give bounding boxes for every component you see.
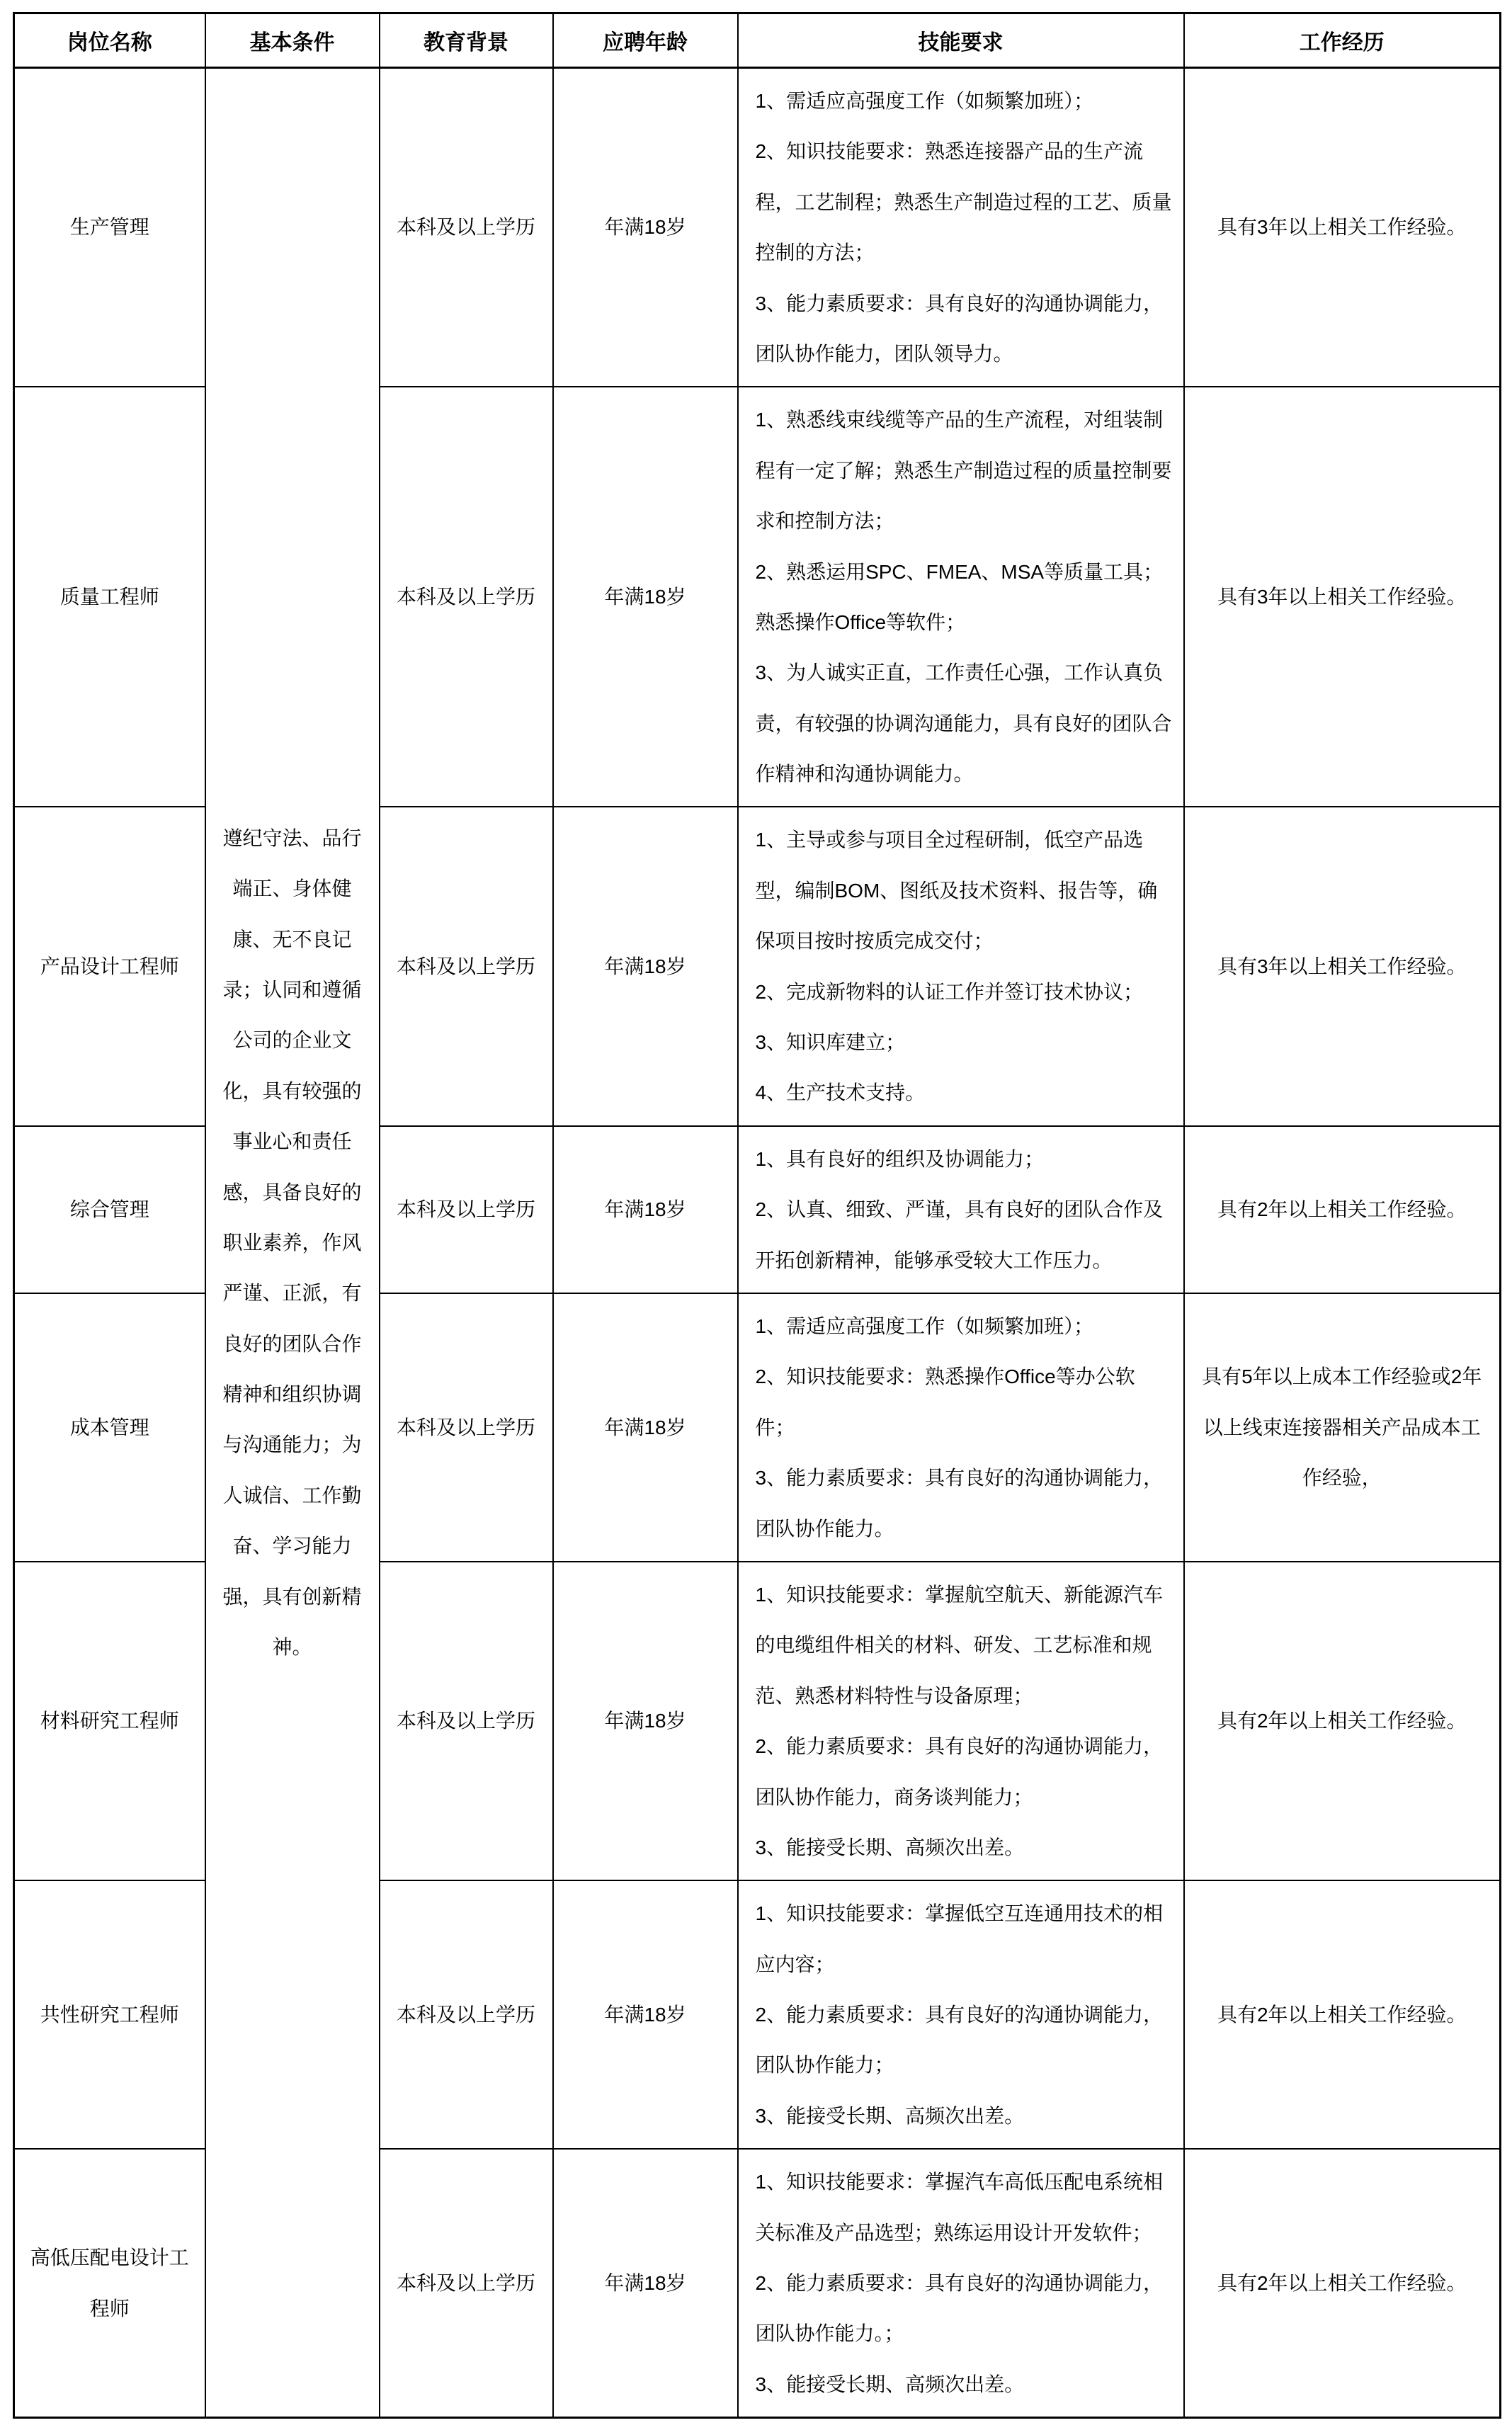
age-cell: 年满18岁 bbox=[553, 1562, 738, 1880]
job-title-cell: 综合管理 bbox=[14, 1126, 205, 1293]
header-cell-skills: 技能要求 bbox=[738, 13, 1184, 68]
skill-requirement-line: 1、具有良好的组织及协调能力； bbox=[755, 1147, 1045, 1170]
table-row bbox=[14, 68, 1501, 387]
header-cell-position: 岗位名称 bbox=[14, 13, 205, 68]
skill-requirement-line: 1、知识技能要求：掌握航空航天、新能源汽车的电缆组件相关的材料、研发、工艺标准和规范、熟悉材料特性与设备原理； bbox=[755, 1583, 1164, 1707]
skills-cell bbox=[738, 1880, 1184, 2149]
job-title-cell: 产品设计工程师 bbox=[14, 807, 205, 1125]
header-cell-age: 应聘年龄 bbox=[553, 13, 738, 68]
education-cell: 本科及以上学历 bbox=[380, 1880, 553, 2149]
experience-cell: 具有2年以上相关工作经验。 bbox=[1184, 1880, 1501, 2149]
skill-requirement-line: 3、能接受长期、高频次出差。 bbox=[755, 2104, 1025, 2127]
skills-cell bbox=[738, 68, 1184, 387]
skill-requirement-line: 3、能力素质要求：具有良好的沟通协调能力，团队协作能力，团队领导力。 bbox=[755, 292, 1164, 365]
skills-cell bbox=[738, 1126, 1184, 1293]
skills-cell bbox=[738, 1562, 1184, 1880]
experience-cell: 具有3年以上相关工作经验。 bbox=[1184, 387, 1501, 807]
skill-requirement-line: 3、知识库建立； bbox=[755, 1031, 906, 1054]
skill-requirement-line: 3、能接受长期、高频次出差。 bbox=[755, 1836, 1025, 1858]
skills-cell bbox=[738, 387, 1184, 807]
skill-requirement-line: 4、生产技术支持。 bbox=[755, 1081, 926, 1104]
job-title-cell: 高低压配电设计工程师 bbox=[14, 2149, 205, 2417]
age-cell: 年满18岁 bbox=[553, 68, 738, 387]
skills-cell bbox=[738, 807, 1184, 1125]
table-header-row bbox=[14, 13, 1501, 68]
age-cell: 年满18岁 bbox=[553, 387, 738, 807]
skill-requirement-line: 2、知识技能要求：熟悉连接器产品的生产流程，工艺制程；熟悉生产制造过程的工艺、质量控制的方法； bbox=[755, 140, 1172, 264]
experience-cell: 具有5年以上成本工作经验或2年以上线束连接器相关产品成本工作经验， bbox=[1184, 1293, 1501, 1562]
skills-cell bbox=[738, 2149, 1184, 2417]
education-cell: 本科及以上学历 bbox=[380, 1562, 553, 1880]
skill-requirement-line: 3、为人诚实正直，工作责任心强，工作认真负责，有较强的协调沟通能力，具有良好的团队合作精神和沟通协调能力。 bbox=[755, 662, 1172, 785]
job-title-cell: 生产管理 bbox=[14, 68, 205, 387]
recruitment-table bbox=[13, 12, 1501, 2419]
skill-requirement-line: 1、主导或参与项目全过程研制，低空产品选型，编制BOM、图纸及技术资料、报告等，确保项目按时按质完成交付； bbox=[755, 829, 1158, 953]
age-cell: 年满18岁 bbox=[553, 1293, 738, 1562]
age-cell: 年满18岁 bbox=[553, 2149, 738, 2417]
skill-requirement-line: 3、能力素质要求：具有良好的沟通协调能力，团队协作能力。 bbox=[755, 1467, 1164, 1540]
skills-cell bbox=[738, 1293, 1184, 1562]
education-cell: 本科及以上学历 bbox=[380, 68, 553, 387]
age-cell: 年满18岁 bbox=[553, 1126, 738, 1293]
job-title-cell: 共性研究工程师 bbox=[14, 1880, 205, 2149]
header-cell-basic-conditions: 基本条件 bbox=[205, 13, 380, 68]
education-cell: 本科及以上学历 bbox=[380, 1293, 553, 1562]
education-cell: 本科及以上学历 bbox=[380, 807, 553, 1125]
experience-cell: 具有2年以上相关工作经验。 bbox=[1184, 1562, 1501, 1880]
skill-requirement-line: 2、能力素质要求：具有良好的沟通协调能力，团队协作能力。； bbox=[755, 2272, 1164, 2345]
education-cell: 本科及以上学历 bbox=[380, 2149, 553, 2417]
skill-requirement-line: 2、能力素质要求：具有良好的沟通协调能力，团队协作能力，商务谈判能力； bbox=[755, 1735, 1164, 1808]
skill-requirement-line: 2、知识技能要求：熟悉操作Office等办公软件； bbox=[755, 1366, 1135, 1438]
education-cell: 本科及以上学历 bbox=[380, 387, 553, 807]
job-title-cell: 成本管理 bbox=[14, 1293, 205, 1562]
skill-requirement-line: 2、熟悉运用SPC、FMEA、MSA等质量工具；熟悉操作Office等软件； bbox=[755, 560, 1164, 633]
basic-conditions-cell: 遵纪守法、品行端正、身体健康、无不良记录；认同和遵循公司的企业文化，具有较强的事业心和责任感，具备良好的职业素养，作风严谨、正派，有良好的团队合作精神和组织协调与沟通能力；为人诚信、工作勤奋、学习能力强，具有创新精神。 bbox=[205, 68, 380, 2418]
header-cell-education: 教育背景 bbox=[380, 13, 553, 68]
skill-requirement-line: 3、能接受长期、高频次出差。 bbox=[755, 2373, 1025, 2395]
experience-cell: 具有2年以上相关工作经验。 bbox=[1184, 2149, 1501, 2417]
experience-cell: 具有3年以上相关工作经验。 bbox=[1184, 68, 1501, 387]
skill-requirement-line: 1、知识技能要求：掌握低空互连通用技术的相应内容； bbox=[755, 1902, 1164, 1975]
skill-requirement-line: 1、需适应高强度工作（如频繁加班）； bbox=[755, 90, 1094, 112]
skill-requirement-line: 1、知识技能要求：掌握汽车高低压配电系统相关标准及产品选型；熟练运用设计开发软件； bbox=[755, 2171, 1164, 2244]
experience-cell: 具有2年以上相关工作经验。 bbox=[1184, 1126, 1501, 1293]
skill-requirement-line: 1、熟悉线束线缆等产品的生产流程，对组装制程有一定了解；熟悉生产制造过程的质量控制要求和控制方法； bbox=[755, 409, 1172, 533]
skill-requirement-line: 2、完成新物料的认证工作并签订技术协议； bbox=[755, 980, 1144, 1003]
age-cell: 年满18岁 bbox=[553, 1880, 738, 2149]
skill-requirement-line: 1、需适应高强度工作（如频繁加班）； bbox=[755, 1315, 1094, 1337]
experience-cell: 具有3年以上相关工作经验。 bbox=[1184, 807, 1501, 1125]
skill-requirement-line: 2、认真、细致、严谨，具有良好的团队合作及开拓创新精神，能够承受较大工作压力。 bbox=[755, 1198, 1164, 1271]
education-cell: 本科及以上学历 bbox=[380, 1126, 553, 1293]
skill-requirement-line: 2、能力素质要求：具有良好的沟通协调能力，团队协作能力； bbox=[755, 2004, 1164, 2077]
header-cell-experience: 工作经历 bbox=[1184, 13, 1501, 68]
job-title-cell: 质量工程师 bbox=[14, 387, 205, 807]
job-title-cell: 材料研究工程师 bbox=[14, 1562, 205, 1880]
age-cell: 年满18岁 bbox=[553, 807, 738, 1125]
